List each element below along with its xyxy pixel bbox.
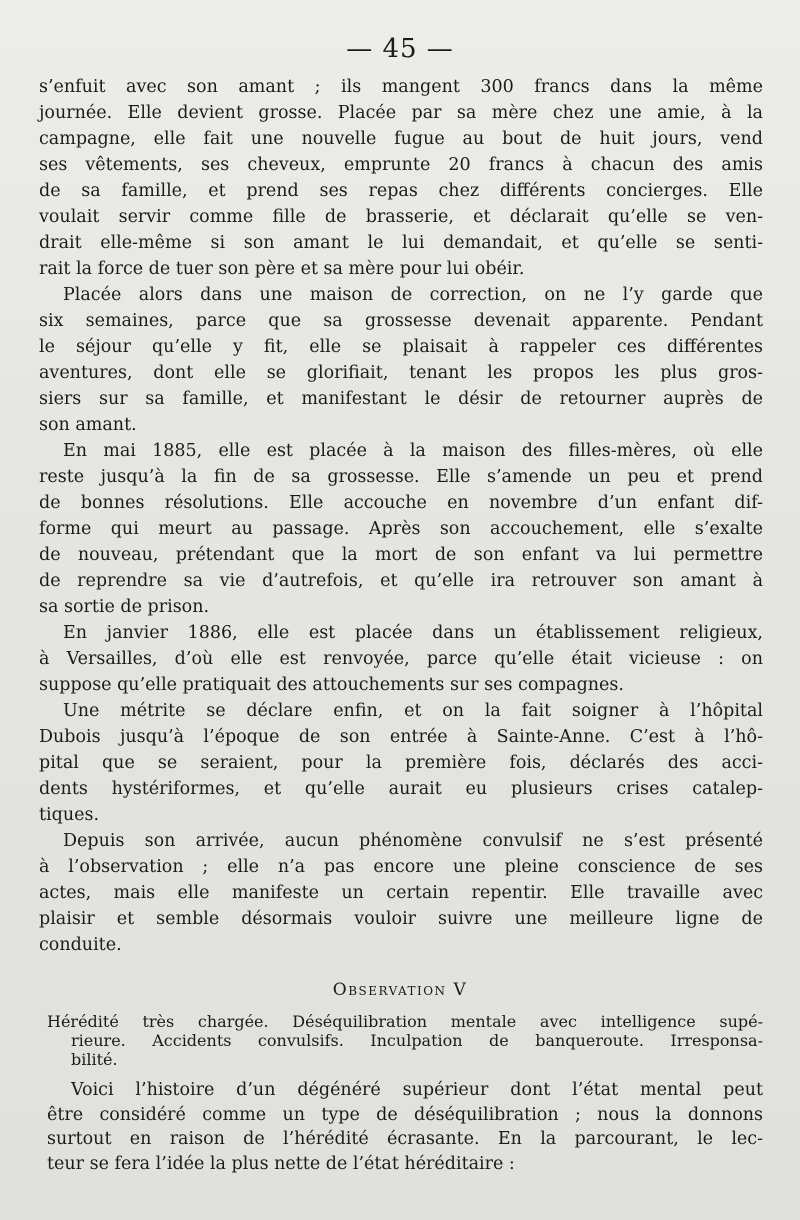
text-line: de bonnes résolutions. Elle accouche en novembre d’un enfant dif-	[39, 493, 763, 513]
text-line: En mai 1885, elle est placée à la maison des filles-mères, où elle	[63, 441, 763, 461]
section-title: Observation V	[332, 980, 468, 1000]
text-line: drait elle-même si son amant le lui demandait, et qu’elle se senti-	[39, 233, 763, 253]
text-line: tiques.	[39, 805, 100, 825]
text-line: bilité.	[71, 1050, 118, 1069]
text-line: suppose qu’elle pratiquait des attouchements sur ses compagnes.	[39, 675, 624, 695]
body-text	[39, 74, 763, 958]
text-line: le séjour qu’elle y fit, elle se plaisait à rappeler ces différentes	[39, 337, 763, 357]
text-line: pital que se seraient, pour la première fois, déclarés des acci-	[39, 753, 763, 773]
text-line: reste jusqu’à la fin de sa grossesse. Elle s’amende un peu et prend	[39, 467, 763, 487]
text-line: Depuis son arrivée, aucun phénomène convulsif ne s’est présenté	[63, 831, 763, 851]
text-line: Dubois jusqu’à l’époque de son entrée à Sainte-Anne. C’est à l’hô-	[39, 727, 763, 747]
text-line: s’enfuit avec son amant ; ils mangent 300 francs dans la même	[39, 77, 763, 97]
text-line: six semaines, parce que sa grossesse devenait apparente. Pendant	[39, 311, 763, 331]
text-line: plaisir et semble désormais vouloir suivre une meilleure ligne de	[39, 909, 763, 929]
text-line: surtout en raison de l’hérédité écrasante. En la parcourant, le lec-	[47, 1129, 763, 1149]
text-line: de reprendre sa vie d’autrefois, et qu’elle ira retrouver son amant à	[39, 571, 763, 591]
text-line: conduite.	[39, 935, 122, 955]
text-line: être considéré comme un type de déséquilibration ; nous la donnons	[47, 1104, 763, 1125]
text-line: rieure. Accidents convulsifs. Inculpation de banqueroute. Irresponsa-	[71, 1031, 763, 1050]
text-line: rait la force de tuer son père et sa mère pour lui obéir.	[39, 259, 525, 279]
text-line: ses vêtements, ses cheveux, emprunte 20 francs à chacun des amis	[39, 155, 763, 175]
text-line: En janvier 1886, elle est placée dans un établissement religieux,	[63, 623, 763, 643]
text-line: sa sortie de prison.	[39, 597, 210, 617]
text-line: aventures, dont elle se glorifiait, tenant les propos les plus gros-	[39, 363, 763, 383]
text-line: Hérédité très chargée. Déséquilibration mentale avec intelligence supé-	[47, 1012, 763, 1031]
text-line: teur se fera l’idée la plus nette de l’état héréditaire :	[47, 1153, 515, 1174]
text-line: dents hystériformes, et qu’elle aurait eu plusieurs crises catalep-	[39, 779, 763, 799]
text-line: de sa famille, et prend ses repas chez différents concierges. Elle	[39, 181, 763, 201]
text-line: Placée alors dans une maison de correction, on ne l’y garde que	[63, 285, 763, 305]
text-line: à Versailles, d’où elle est renvoyée, parce qu’elle était vicieuse : on	[39, 649, 763, 669]
closing-paragraph	[47, 1078, 763, 1176]
text-line: journée. Elle devient grosse. Placée par sa mère chez une amie, à la	[39, 103, 763, 123]
observation-summary	[47, 1012, 763, 1069]
text-line: campagne, elle fait une nouvelle fugue au bout de huit jours, vend	[39, 129, 763, 149]
text-line: forme qui meurt au passage. Après son accouchement, elle s’exalte	[39, 519, 763, 539]
text-line: à l’observation ; elle n’a pas encore une pleine conscience de ses	[39, 857, 763, 877]
text-line: Une métrite se déclare enfin, et on la fait soigner à l’hôpital	[63, 701, 763, 721]
text-line: actes, mais elle manifeste un certain repentir. Elle travaille avec	[39, 883, 763, 903]
text-line: voulait servir comme fille de brasserie, et déclarait qu’elle se ven-	[39, 207, 763, 227]
text-line: Voici l’histoire d’un dégénéré supérieur dont l’état mental peut	[71, 1080, 763, 1100]
text-line: son amant.	[39, 415, 137, 435]
text-line: de nouveau, prétendant que la mort de son enfant va lui permettre	[39, 545, 763, 565]
text-line: siers sur sa famille, et manifestant le désir de retourner auprès de	[39, 389, 763, 409]
page-number: — 45 —	[346, 34, 454, 64]
